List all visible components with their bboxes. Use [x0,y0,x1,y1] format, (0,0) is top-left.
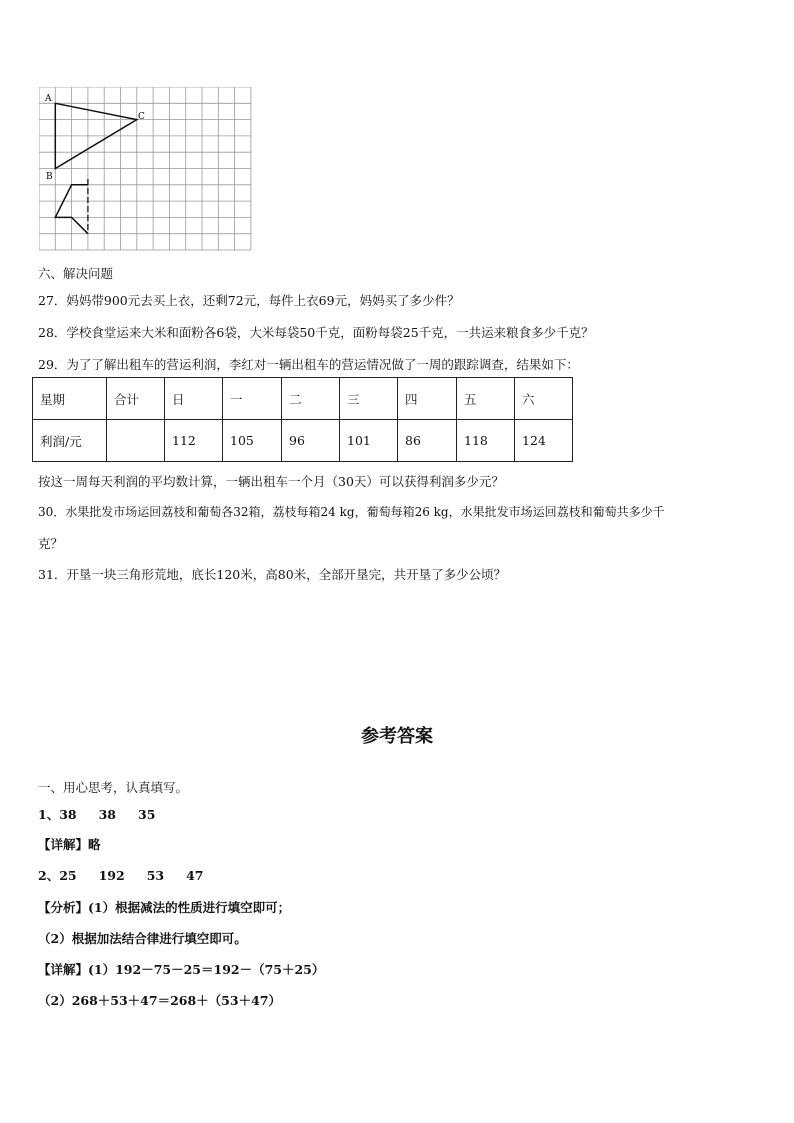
table-row [33,420,573,462]
answer-2-detail-2: （2）268＋53＋47＝268＋（53＋47） [38,993,281,1008]
table-cell [107,420,165,462]
grid-figure [39,87,252,254]
table-cell: 利润/元 [33,420,107,462]
answer-1-detail: 【详解】略 [38,837,101,852]
question-27: 27．妈妈带900元去买上衣，还剩72元，每件上衣69元，妈妈买了多少件？ [38,293,460,308]
question-31: 31．开垦一块三角形荒地，底长120米，高80米，全部开垦完，共开垦了多少公顷？ [38,567,507,582]
answer-2-analysis-1: 【分析】(1）根据减法的性质进行填空即可； [38,900,291,915]
answers-section-1: 一、用心思考，认真填写。 [38,780,189,795]
answer-2-v2: 192 [98,868,125,883]
label-b: B [46,172,53,182]
answer-2-v3: 53 [146,868,165,883]
answer-2-v4: 47 [186,868,204,883]
table-cell: 86 [398,420,457,462]
answer-1 [38,805,155,823]
answer-1-num: 1、38 [38,807,77,822]
answer-1-v3: 35 [138,807,156,822]
table-row [33,378,573,420]
table-cell: 105 [223,420,282,462]
label-c: C [138,112,145,122]
answer-2 [38,866,204,884]
profit-table [32,377,573,462]
answer-2-analysis-2: （2）根据加法结合律进行填空即可。 [38,931,247,946]
question-29-followup: 按这一周每天利润的平均数计算，一辆出租车一个月（30天）可以获得利润多少元？ [38,474,504,489]
label-a: A [45,94,52,104]
table-cell: 星期 [33,378,107,420]
answer-2-num: 2、25 [38,868,77,883]
answer-1-v2: 38 [98,807,116,822]
table-cell: 六 [515,378,573,420]
table-cell: 四 [398,378,457,420]
table-cell: 二 [282,378,340,420]
section-6-title: 六、解决问题 [38,266,114,281]
question-30-line2: 克？ [38,536,64,551]
question-28: 28．学校食堂运来大米和面粉各6袋，大米每袋50千克，面粉每袋25千克，一共运来粮食多少千克？ [38,325,594,340]
table-cell: 一 [223,378,282,420]
question-30-line1: 30．水果批发市场运回荔枝和葡萄各32箱，荔枝每箱24 kg，葡萄每箱26 kg，水果批发市场运回荔枝和葡萄共多少千 [38,505,665,519]
answer-2-detail-1: 【详解】(1）192－75－25＝192－（75＋25） [38,962,325,977]
table-cell: 101 [340,420,398,462]
question-29: 29．为了了解出租车的营运利润，李红对一辆出租车的营运情况做了一周的跟踪调查，结果如下： [38,357,579,372]
table-cell: 96 [282,420,340,462]
table-cell: 三 [340,378,398,420]
table-cell: 118 [457,420,515,462]
table-cell: 124 [515,420,573,462]
grid-lines [39,87,251,250]
table-cell: 日 [165,378,223,420]
table-cell: 五 [457,378,515,420]
answers-title: 参考答案 [361,726,433,747]
table-cell: 合计 [107,378,165,420]
table-cell: 112 [165,420,223,462]
grid-svg [39,87,252,251]
